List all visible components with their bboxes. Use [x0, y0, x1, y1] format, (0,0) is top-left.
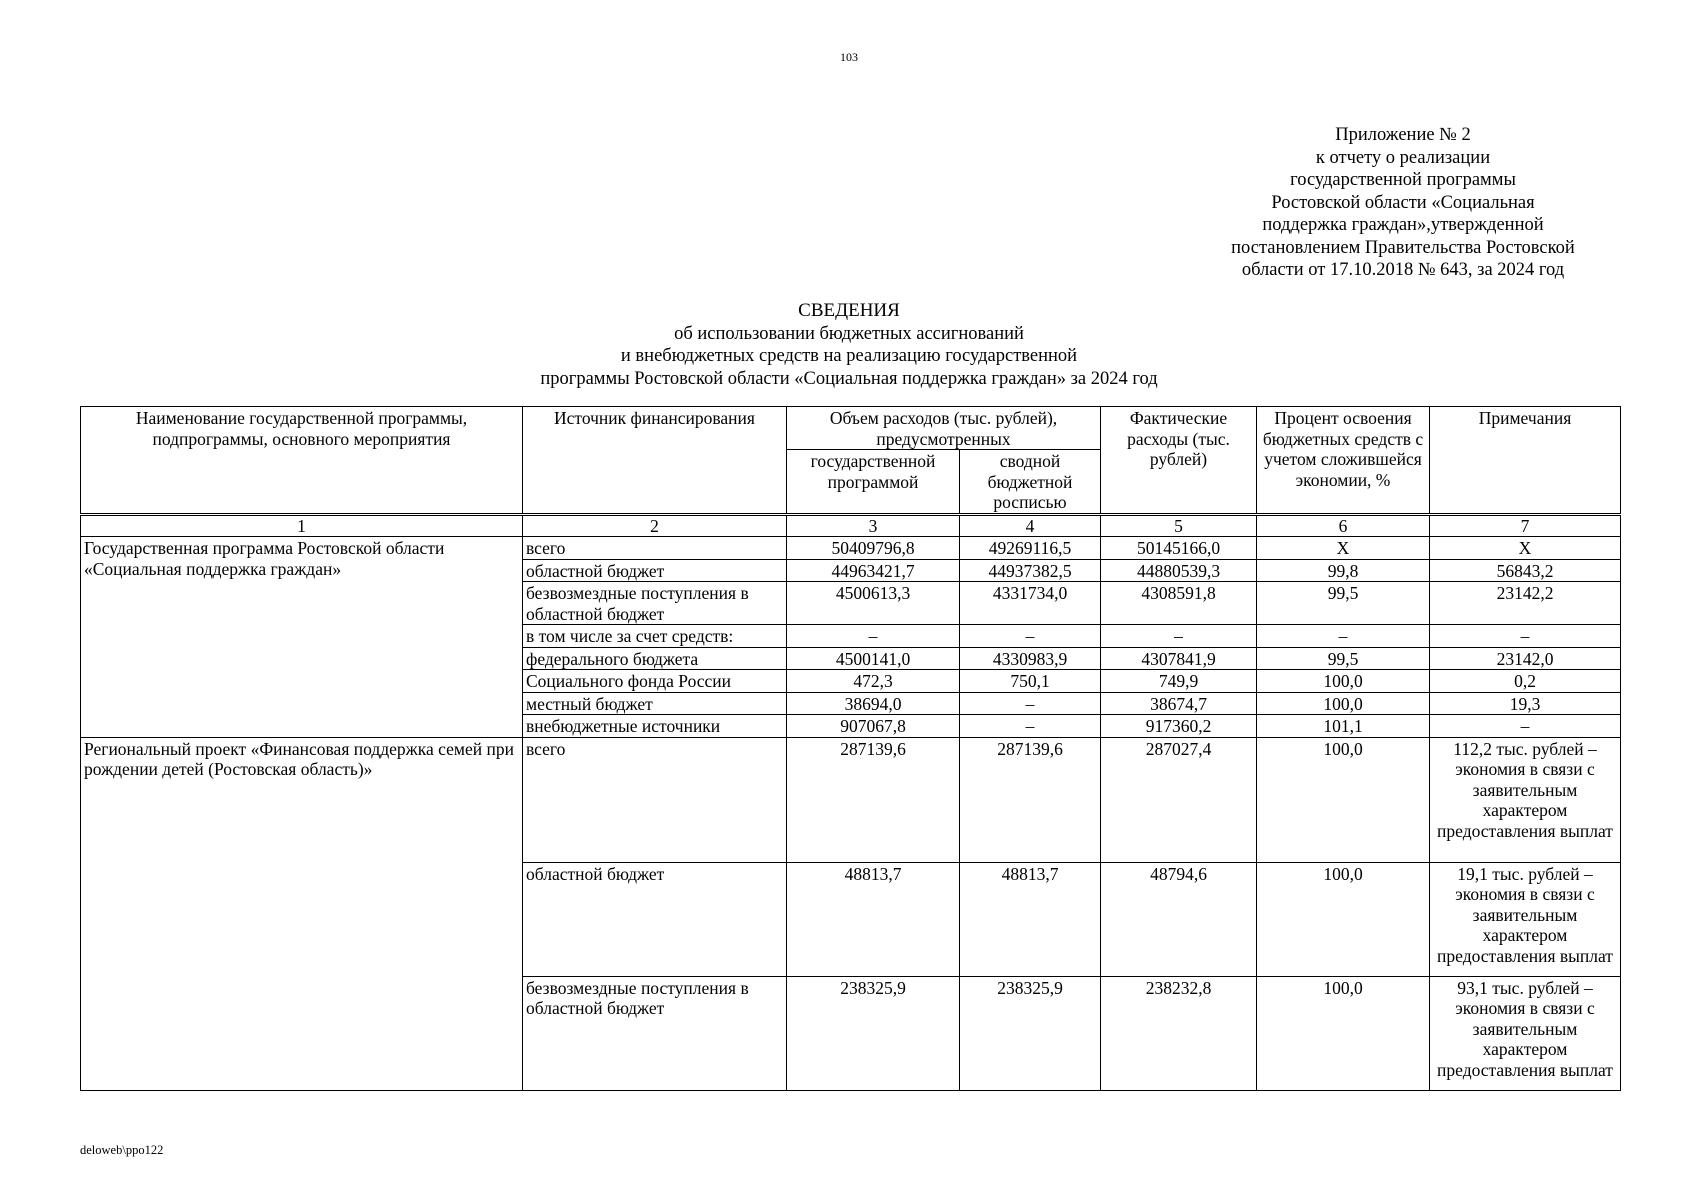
source-cell: внебюджетные источники [523, 715, 787, 738]
program-amount-cell: 50409796,8 [787, 537, 960, 560]
actual-amount-cell: 50145166,0 [1101, 537, 1257, 560]
source-cell: Социального фонда России [523, 670, 787, 693]
actual-amount-cell: 38674,7 [1101, 692, 1257, 715]
program-amount-cell: 38694,0 [787, 692, 960, 715]
percent-cell: 101,1 [1257, 715, 1430, 738]
notes-cell: – [1430, 625, 1621, 648]
budget-table [80, 406, 1621, 1091]
program-amount-cell: 472,3 [787, 670, 960, 693]
table-row [81, 537, 1621, 560]
program-amount-cell: 238325,9 [787, 976, 960, 1090]
program-amount-cell: – [787, 625, 960, 648]
header-source: Источник финансирования [523, 407, 787, 515]
actual-amount-cell: 48794,6 [1101, 862, 1257, 976]
program-amount-cell: 287139,6 [787, 737, 960, 862]
header-notes: Примечания [1430, 407, 1621, 515]
column-number: 6 [1257, 514, 1430, 537]
program-amount-cell: 48813,7 [787, 862, 960, 976]
document-title [0, 300, 1698, 390]
budget-amount-cell: 238325,9 [960, 976, 1101, 1090]
budget-amount-cell: 44937382,5 [960, 559, 1101, 582]
notes-cell: 19,1 тыс. рублей – экономия в связи с заявительным характером предоставления выплат [1430, 862, 1621, 976]
notes-cell: 19,3 [1430, 692, 1621, 715]
notes-cell: X [1430, 537, 1621, 560]
program-amount-cell: 907067,8 [787, 715, 960, 738]
notes-cell: 23142,0 [1430, 647, 1621, 670]
source-cell: областной бюджет [523, 862, 787, 976]
column-number: 3 [787, 514, 960, 537]
budget-amount-cell: 750,1 [960, 670, 1101, 693]
source-cell: местный бюджет [523, 692, 787, 715]
column-number: 1 [81, 514, 523, 537]
header-row [81, 407, 1621, 450]
budget-amount-cell: – [960, 692, 1101, 715]
header-name: Наименование государственной программы, подпрограммы, основного мероприятия [81, 407, 523, 515]
source-cell: всего [523, 737, 787, 862]
table-body [81, 537, 1621, 1091]
percent-cell: 100,0 [1257, 862, 1430, 976]
source-cell: в том числе за счет средств: [523, 625, 787, 648]
percent-cell: – [1257, 625, 1430, 648]
budget-amount-cell: – [960, 715, 1101, 738]
percent-cell: 100,0 [1257, 976, 1430, 1090]
table-row [81, 737, 1621, 862]
program-amount-cell: 44963421,7 [787, 559, 960, 582]
program-name-cell: Государственная программа Ростовской области «Социальная поддержка граждан» [81, 537, 523, 738]
header-planned: Объем расходов (тыс. рублей), предусмотренных [787, 407, 1101, 450]
actual-amount-cell: 749,9 [1101, 670, 1257, 693]
actual-amount-cell: – [1101, 625, 1257, 648]
actual-amount-cell: 287027,4 [1101, 737, 1257, 862]
notes-cell: 23142,2 [1430, 582, 1621, 625]
percent-cell: 100,0 [1257, 737, 1430, 862]
source-cell: безвозмездные поступления в областной бюджет [523, 976, 787, 1090]
percent-cell: 99,5 [1257, 647, 1430, 670]
annex-line: Ростовской области «Социальная [1271, 192, 1535, 213]
title-line: и внебюджетных средств на реализацию государственной [620, 346, 1078, 366]
budget-amount-cell: 4330983,9 [960, 647, 1101, 670]
column-number: 4 [960, 514, 1101, 537]
program-amount-cell: 4500613,3 [787, 582, 960, 625]
budget-amount-cell: 49269116,5 [960, 537, 1101, 560]
budget-amount-cell: 48813,7 [960, 862, 1101, 976]
percent-cell: 100,0 [1257, 692, 1430, 715]
actual-amount-cell: 4308591,8 [1101, 582, 1257, 625]
column-number-row [81, 514, 1621, 537]
notes-cell: – [1430, 715, 1621, 738]
annex-line: Приложение № 2 [1335, 125, 1471, 145]
actual-amount-cell: 917360,2 [1101, 715, 1257, 738]
notes-cell: 112,2 тыс. рублей – экономия в связи с заявительным характером предоставления выплат [1430, 737, 1621, 862]
page-number: 103 [840, 50, 858, 64]
budget-amount-cell: 287139,6 [960, 737, 1101, 862]
budget-amount-cell: 4331734,0 [960, 582, 1101, 625]
percent-cell: 99,5 [1257, 582, 1430, 625]
budget-amount-cell: – [960, 625, 1101, 648]
column-number: 7 [1430, 514, 1621, 537]
actual-amount-cell: 44880539,3 [1101, 559, 1257, 582]
footer-code: deloweb\ppo122 [80, 1143, 164, 1157]
annex-line: поддержка граждан»,утвержденной [1262, 215, 1544, 235]
column-number: 5 [1101, 514, 1257, 537]
header-actual: Фактические расходы (тыс. рублей) [1101, 407, 1257, 515]
source-cell: федерального бюджета [523, 647, 787, 670]
title-line: программы Ростовской области «Социальная поддержка граждан» за 2024 год [540, 368, 1158, 389]
header-planned-budget: сводной бюджетной росписью [960, 450, 1101, 515]
annex-line: постановлением Правительства Ростовской [1231, 237, 1575, 258]
source-cell: безвозмездные поступления в областной бюджет [523, 582, 787, 625]
notes-cell: 0,2 [1430, 670, 1621, 693]
header-percent: Процент освоения бюджетных средств с учетом сложившейся экономии, % [1257, 407, 1430, 515]
percent-cell: X [1257, 537, 1430, 560]
annex-line: области от 17.10.2018 № 643, за 2024 год [1241, 260, 1565, 280]
actual-amount-cell: 238232,8 [1101, 976, 1257, 1090]
main-title: СВЕДЕНИЯ [798, 300, 900, 321]
actual-amount-cell: 4307841,9 [1101, 647, 1257, 670]
program-name-cell: Региональный проект «Финансовая поддержка семей при рождении детей (Ростовская область)» [81, 737, 523, 1090]
annex-line: к отчету о реализации [1315, 147, 1491, 168]
notes-cell: 56843,2 [1430, 559, 1621, 582]
percent-cell: 99,8 [1257, 559, 1430, 582]
title-line: об использовании бюджетных ассигнований [674, 323, 1024, 344]
notes-cell: 93,1 тыс. рублей – экономия в связи с заявительным характером предоставления выплат [1430, 976, 1621, 1090]
percent-cell: 100,0 [1257, 670, 1430, 693]
column-number: 2 [523, 514, 787, 537]
source-cell: областной бюджет [523, 559, 787, 582]
program-amount-cell: 4500141,0 [787, 647, 960, 670]
annex-line: государственной программы [1290, 170, 1516, 190]
header-planned-program: государственной программой [787, 450, 960, 515]
annex-block [1208, 124, 1598, 282]
source-cell: всего [523, 537, 787, 560]
